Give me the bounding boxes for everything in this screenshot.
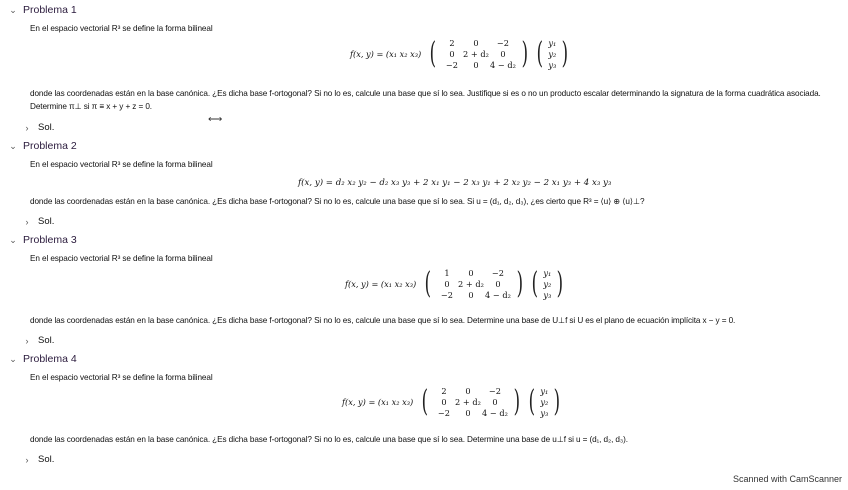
matrix: [437, 268, 511, 300]
matrix-cell: 0: [465, 408, 471, 418]
problem-3-intro: En el espacio vectorial R³ se define la forma bilineal: [30, 254, 213, 263]
formula-lhs: f(x, y) = (x₁ x₂ x₃): [345, 279, 417, 289]
problem-title: Problema 1: [23, 4, 77, 16]
vector: [548, 38, 556, 70]
problem-4-sol-toggle[interactable]: [22, 454, 54, 465]
vector: [543, 268, 551, 300]
chevron-right-icon: ›: [25, 335, 29, 346]
vector-cell: y₂: [548, 49, 557, 59]
sol-label: Sol.: [38, 122, 55, 133]
chevron-down-icon: ⌄: [9, 4, 17, 15]
matrix-cell: 0: [473, 38, 479, 48]
problem-1-text-line2: Determine π⊥ si π ≡ x + y + z = 0.: [30, 102, 152, 111]
matrix-cell: 1: [444, 268, 450, 278]
text-cursor-icon: ⟷: [208, 114, 223, 125]
problem-1-sol-toggle[interactable]: [22, 122, 54, 133]
matrix-cell: 2 + d₂: [458, 279, 484, 289]
chevron-down-icon: ⌄: [9, 140, 17, 151]
matrix-cell: 0: [441, 397, 447, 407]
matrix-cell: 2 + d₂: [455, 397, 481, 407]
problem-2-intro: En el espacio vectorial R³ se define la forma bilineal: [30, 160, 213, 169]
matrix-cell: −2: [491, 268, 504, 278]
formula-lhs: f(x, y) = (x₁ x₂ x₃): [342, 397, 414, 407]
chevron-right-icon: ›: [25, 216, 29, 227]
vector-cell: y₂: [540, 397, 549, 407]
problem-3-formula: f(x, y) = (x₁ x₂ x₃) ( 1 0 −2 0 2 + d₂ 0 −2 0 4 − d₂ ) ( y₁ y₂ y₃ ): [345, 266, 564, 301]
sol-label: Sol.: [38, 454, 55, 465]
problem-3-heading[interactable]: [8, 234, 77, 246]
matrix-cell: 0: [495, 279, 501, 289]
problem-3-text-line1: donde las coordenadas están en la base canónica. ¿Es dicha base f-ortogonal? Si no lo es, calcule una base que sí lo sea. Determine una base de U⊥f si U es el plano de ecuación implícita x − y = 0.: [30, 316, 736, 325]
matrix-cell: −2: [488, 386, 501, 396]
problem-4-intro: En el espacio vectorial R³ se define la forma bilineal: [30, 373, 213, 382]
matrix-cell: 0: [449, 49, 455, 59]
chevron-down-icon: ⌄: [9, 234, 17, 245]
matrix-cell: 0: [492, 397, 498, 407]
problem-2-sol-toggle[interactable]: [22, 216, 54, 227]
problem-3-sol-toggle[interactable]: [22, 335, 54, 346]
problem-1-heading[interactable]: [8, 4, 77, 16]
matrix-cell: 0: [468, 290, 474, 300]
problem-2-formula: f(x, y) = d₂ x₂ y₂ − d₂ x₃ y₃ + 2 x₁ y₁ − 2 x₃ y₁ + 2 x₂ y₂ − 2 x₁ y₃ + 4 x₃ y₃: [298, 178, 612, 188]
matrix: [434, 386, 508, 418]
problem-2-heading[interactable]: [8, 140, 77, 152]
vector-cell: y₁: [548, 38, 557, 48]
problem-4-formula: f(x, y) = (x₁ x₂ x₃) ( 2 0 −2 0 2 + d₂ 0 −2 0 4 − d₂ ) ( y₁ y₂ y₃ ): [342, 384, 561, 419]
matrix-cell: −2: [445, 60, 458, 70]
problem-4-heading[interactable]: [8, 353, 77, 365]
problem-1-text-line1: donde las coordenadas están en la base canónica. ¿Es dicha base f-ortogonal? Si no lo es, calcule una base que sí lo sea. Justifique si es o no un producto escalar determinando la signatura de la forma cuadrática asociada.: [30, 89, 821, 98]
vector-cell: y₃: [540, 408, 549, 418]
matrix-cell: 0: [444, 279, 450, 289]
vector: [540, 386, 548, 418]
matrix-cell: 0: [500, 49, 506, 59]
formula-lhs: f(x, y) = (x₁ x₂ x₃): [350, 49, 422, 59]
problem-2-text-line1: donde las coordenadas están en la base canónica. ¿Es dicha base f-ortogonal? Si no lo es, calcule una base que sí lo sea. Si u = (d₁, d₂, d₃), ¿es cierto que R³ = ⟨u⟩ ⊕ ⟨u⟩⊥?: [30, 197, 645, 206]
matrix-cell: −2: [496, 38, 509, 48]
sol-label: Sol.: [38, 335, 55, 346]
matrix-cell: −2: [437, 408, 450, 418]
matrix-cell: 0: [473, 60, 479, 70]
matrix-cell: 4 − d₂: [482, 408, 508, 418]
chevron-right-icon: ›: [25, 454, 29, 465]
problem-1-intro: En el espacio vectorial R³ se define la forma bilineal: [30, 24, 213, 33]
matrix-cell: 0: [468, 268, 474, 278]
vector-cell: y₁: [540, 386, 549, 396]
problem-title: Problema 4: [23, 353, 77, 365]
vector-cell: y₂: [543, 279, 552, 289]
matrix-cell: 4 − d₂: [485, 290, 511, 300]
problem-4-text-line1: donde las coordenadas están en la base canónica. ¿Es dicha base f-ortogonal? Si no lo es, calcule una base que sí lo sea. Determine una base de u⊥f si u = (d₁, d₂, d₃).: [30, 435, 628, 444]
matrix-cell: 2: [449, 38, 455, 48]
vector-cell: y₃: [548, 60, 557, 70]
sol-label: Sol.: [38, 216, 55, 227]
problem-title: Problema 2: [23, 140, 77, 152]
matrix-cell: 2 + d₂: [463, 49, 489, 59]
vector-cell: y₁: [543, 268, 552, 278]
matrix-cell: 4 − d₂: [490, 60, 516, 70]
chevron-right-icon: ›: [25, 122, 29, 133]
matrix: [442, 38, 516, 70]
matrix-cell: 2: [441, 386, 447, 396]
matrix-cell: 0: [465, 386, 471, 396]
scanner-watermark: Scanned with CamScanner: [732, 474, 842, 484]
matrix-cell: −2: [440, 290, 453, 300]
problem-title: Problema 3: [23, 234, 77, 246]
vector-cell: y₃: [543, 290, 552, 300]
problem-1-formula: f(x, y) = (x₁ x₂ x₃) ( 2 0 −2 0 2 + d₂ 0 −2 0 4 − d₂ ) ( y₁ y₂ y₃ ): [350, 36, 569, 71]
chevron-down-icon: ⌄: [9, 353, 17, 364]
